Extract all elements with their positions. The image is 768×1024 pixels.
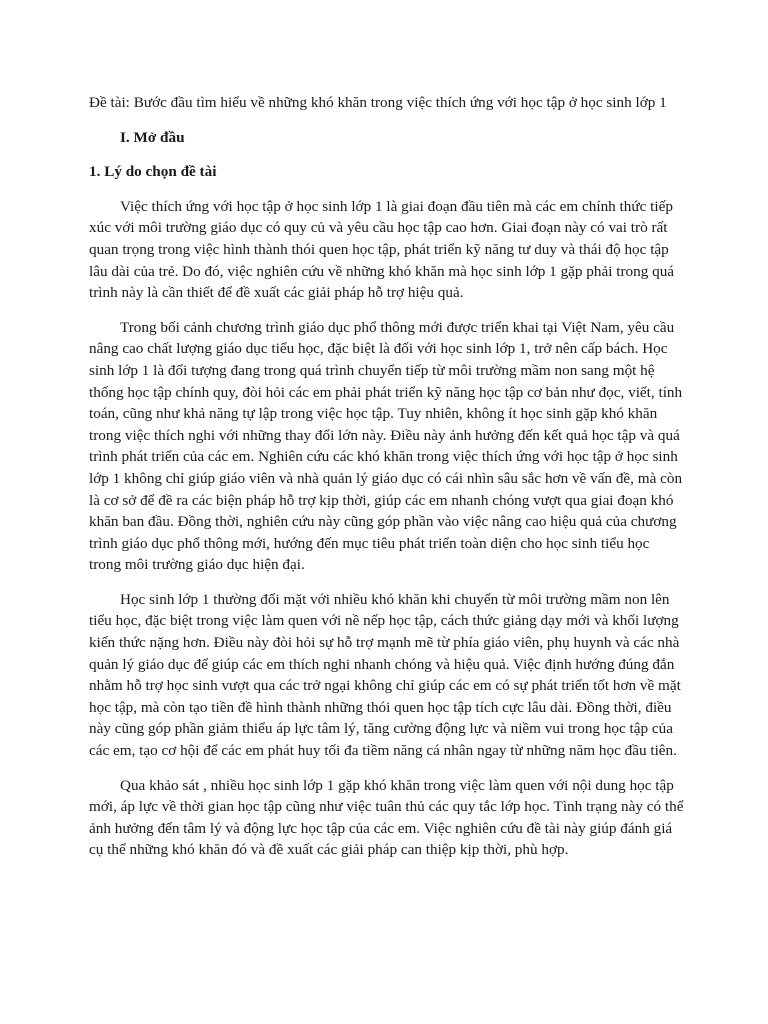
sub-heading: 1. Lý do chọn đề tài [89, 163, 217, 181]
section-heading: I. Mở đầu [120, 128, 185, 146]
paragraph-1: Việc thích ứng với học tập ở học sinh lớp 1 là giai đoạn đầu tiên mà các em chính thức tiếp xúc với môi trường giáo dục có quy củ và yêu cầu học tập cao hơn. Giai đoạn này có vai trò rất quan trọng trong việc hình thành thói quen học tập, phát triển kỹ năng tư duy và thái độ học tập lâu dài của trẻ. Do đó, việc nghiên cứu về những khó khăn mà học sinh lớp 1 gặp phải trong quá trình này là cần thiết để đề xuất các giải pháp hỗ trợ hiệu quả. [89, 197, 675, 302]
paragraph-4: Qua khảo sát , nhiều học sinh lớp 1 gặp khó khăn trong việc làm quen với nội dung học tập mới, áp lực về thời gian học tập cũng như việc tuân thủ các quy tắc lớp học. Tình trạng này có thể ảnh hưởng đến tâm lý và động lực học tập của các em. Việc nghiên cứu đề tài này giúp đánh giá cụ thể những khó khăn đó và đề xuất các giải pháp can thiệp kịp thời, phù hợp. [89, 776, 684, 859]
paragraph-3: Học sinh lớp 1 thường đối mặt với nhiều khó khăn khi chuyển từ môi trường mầm non lên tiểu học, đặc biệt trong việc làm quen với nề nếp học tập, cách thức giảng dạy mới và khối lượng kiến thức nặng hơn. Điều này đòi hỏi sự hỗ trợ mạnh mẽ từ phía giáo viên, phụ huynh và các nhà quản lý giáo dục để giúp các em thích nghi nhanh chóng và hiệu quả. Việc định hướng đúng đắn nhằm hỗ trợ học sinh vượt qua các trở ngại không chỉ giúp các em có sự phát triển tốt hơn về mặt học tập, mà còn tạo tiền đề hình thành những thói quen học tập tích cực lâu dài. Đồng thời, điều này cũng góp phần giảm thiểu áp lực tâm lý, tăng cường động lực và niềm vui trong học tập của các em, tạo cơ hội để các em phát huy tối đa tiềm năng cá nhân ngay từ những năm học đầu tiên. [89, 590, 681, 760]
paragraph-2: Trong bối cảnh chương trình giáo dục phổ thông mới được triển khai tại Việt Nam, yêu cầu nâng cao chất lượng giáo dục tiểu học, đặc biệt là đối với học sinh lớp 1, trở nên cấp bách. Học sinh lớp 1 là đối tượng đang trong quá trình chuyển tiếp từ môi trường mầm non sang một hệ thống học tập chính quy, đòi hỏi các em phải phát triển kỹ năng học tập cơ bản như đọc, viết, tính toán, cũng như khả năng tự lập trong việc học tập. Tuy nhiên, không ít học sinh gặp khó khăn trong việc thích nghi với những thay đổi lớn này. Điều này ảnh hưởng đến kết quả học tập và quá trình phát triển của các em. Nghiên cứu các khó khăn trong việc thích ứng với học tập ở học sinh lớp 1 không chỉ giúp giáo viên và nhà quản lý giáo dục có cái nhìn sâu sắc hơn về vấn đề, mà còn là cơ sở để đề ra các biện pháp hỗ trợ kịp thời, giúp các em nhanh chóng vượt qua giai đoạn khó khăn ban đầu. Đồng thời, nghiên cứu này cũng góp phần vào việc nâng cao hiệu quả của chương trình giáo dục phổ thông mới, hướng đến mục tiêu phát triển toàn diện cho học sinh tiểu học trong môi trường giáo dục hiện đại. [89, 318, 683, 574]
document-topic: Đề tài: Bước đầu tìm hiểu về những khó khăn trong việc thích ứng với học tập ở học sinh lớp 1 [89, 94, 667, 111]
document-page [89, 92, 684, 874]
